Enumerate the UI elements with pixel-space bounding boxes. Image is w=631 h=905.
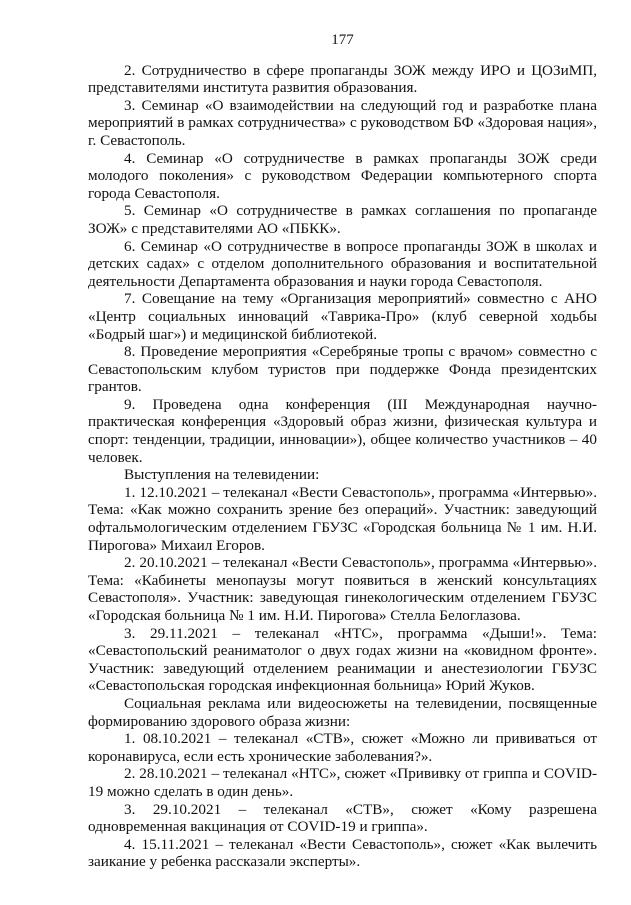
paragraph: 2. 20.10.2021 – телеканал «Вести Севастополь», программа «Интервью». Тема: «Кабинеты менопаузы могут появиться в женский консультациях Севастополя». Участник: заведующая гинекологическим отделением ГБУЗС «Городская больница № 1 им. Н.И. Пирогова» Стелла Белоглазова. xyxy=(88,554,597,624)
section-heading-social-ads: Социальная реклама или видеосюжеты на телевидении, посвященные формированию здорового образа жизни: xyxy=(88,694,597,730)
paragraph: 1. 08.10.2021 – телеканал «СТВ», сюжет «Можно ли прививаться от коронавируса, если есть хронические заболевания?». xyxy=(88,730,597,765)
paragraph: 2. Сотрудничество в сфере пропаганды ЗОЖ между ИРО и ЦОЗиМП, представителями института развития образования. xyxy=(88,61,597,97)
paragraph: 6. Семинар «О сотрудничестве в вопросе пропаганды ЗОЖ в школах и детских садах» с отделом дополнительного образования и воспитательной деятельности Департамента образования и науки города Севастополя. xyxy=(88,237,597,290)
page-number: 177 xyxy=(331,32,354,48)
paragraph: 5. Семинар «О сотрудничестве в рамках соглашения по пропаганде ЗОЖ» с представителями АО «ПБКК». xyxy=(88,202,597,237)
paragraph: 4. 15.11.2021 – телеканал «Вести Севастополь», сюжет «Как вылечить заикание у ребенка рассказали эксперты». xyxy=(88,835,597,871)
paragraph: 3. 29.10.2021 – телеканал «СТВ», сюжет «Кому разрешена одновременная вакцинация от COVID-19 и гриппа». xyxy=(88,800,597,836)
section-heading-tv: Выступления на телевидении: xyxy=(124,466,320,484)
paragraph: 3. 29.11.2021 – телеканал «НТС», программа «Дыши!». Тема: «Севастопольский реаниматолог о двух годах жизни на «ковидном фронте». Участник: заведующий отделением реанимации и анестезиологии ГБУЗС «Севастопольская городская инфекционная больница» Юрий Жуков. xyxy=(88,624,597,695)
paragraph: 1. 12.10.2021 – телеканал «Вести Севастополь», программа «Интервью». Тема: «Как можно сохранить зрение без операций». Участник: заведующий офтальмологическим отделением ГБУЗС «Городская больница № 1 им. Н.И. Пирогова» Михаил Егоров. xyxy=(88,483,597,554)
paragraph: 7. Совещание на тему «Организация мероприятий» совместно с АНО «Центр социальных инноваций «Таврика-Про» (клуб северной ходьбы «Бодрый шаг») и медицинской библиотекой. xyxy=(88,290,597,343)
paragraph: 3. Семинар «О взаимодействии на следующий год и разработке плана мероприятий в рамках сотрудничества» с руководством БФ «Здоровая нация», г. Севастополь. xyxy=(88,96,597,149)
paragraph: 8. Проведение мероприятия «Серебряные тропы с врачом» совместно с Севастопольским клубом туристов при поддержке Фонда президентских грантов. xyxy=(88,343,597,396)
paragraph: 2. 28.10.2021 – телеканал «НТС», сюжет «Прививку от гриппа и COVID-19 можно сделать в один день». xyxy=(88,765,597,800)
paragraph: 4. Семинар «О сотрудничестве в рамках пропаганды ЗОЖ среди молодого поколения» с руководством Федерации компьютерного спорта города Севастополя. xyxy=(88,149,597,202)
paragraph: 9. Проведена одна конференция (III Международная научно-практическая конференция «Здоровый образ жизни, физическая культура и спорт: тенденции, традиции, инновации»), общее количество участников – 40 человек. xyxy=(88,395,597,466)
